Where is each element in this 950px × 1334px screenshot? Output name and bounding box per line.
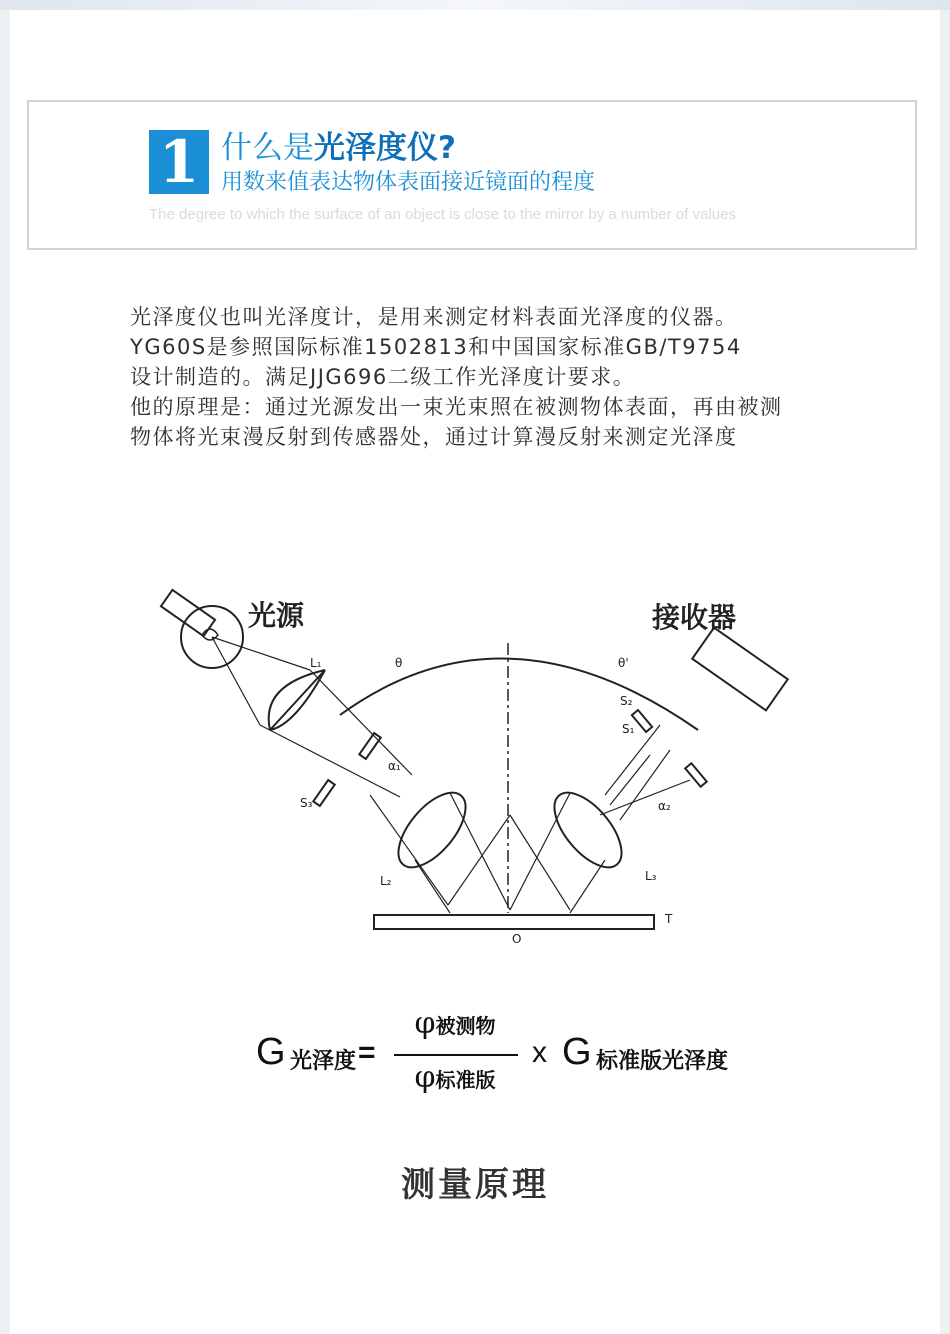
label-theta-prime: θ' [618, 656, 629, 670]
gloss-principle-diagram [150, 575, 800, 955]
denominator-text: 标准版 [435, 1070, 496, 1092]
english-caption: The degree to which the surface of an object is close to the mirror by a number of values [149, 206, 736, 223]
receiver-label: 接收器 [652, 601, 737, 634]
description-line: YG60S是参照国际标准1502813和中国国家标准GB/T9754 [130, 335, 742, 359]
source-label: 光源 [248, 599, 305, 632]
label-s3: S₃ [300, 796, 313, 810]
label-l3: L₃ [645, 869, 657, 883]
slit-s3 [313, 780, 334, 806]
numerator-text: 被测物 [435, 1016, 496, 1038]
label-l2: L₂ [380, 874, 392, 888]
description-line: 设计制造的。满足JJG696二级工作光泽度计要求。 [130, 365, 636, 389]
formula-denominator [396, 1060, 514, 1095]
label-origin: O [512, 932, 522, 946]
description-line: 他的原理是：通过光源发出一束光束照在被测物体表面，再由被测 [130, 395, 783, 419]
description-line: 物体将光束漫反射到传感器处，通过计算漫反射来测定光泽度 [130, 425, 738, 449]
label-alpha2: α₂ [658, 799, 671, 813]
phi-symbol: φ [414, 1060, 436, 1095]
heading-strong: 光泽度仪? [314, 130, 456, 166]
sample-plate [374, 915, 654, 929]
section-title-box [27, 100, 917, 250]
label-t: T [665, 912, 673, 926]
receiver-box [692, 628, 788, 711]
incident-beam [370, 795, 448, 905]
angle-arc [340, 659, 698, 730]
formula-times: x [532, 1036, 547, 1069]
label-s2: S₂ [620, 694, 633, 708]
section-heading [221, 128, 456, 168]
phi-symbol: φ [414, 1006, 436, 1041]
description-text [130, 302, 850, 452]
formula-g-rhs: G [562, 1031, 592, 1073]
label-theta: θ [395, 656, 403, 670]
top-strip [0, 0, 950, 10]
reflected-beam [510, 793, 570, 910]
incident-beam [415, 860, 450, 913]
slit-s1-right [632, 710, 652, 732]
formula-numerator [396, 1006, 514, 1041]
lens-l3 [542, 781, 634, 878]
reflected-beam [570, 860, 605, 913]
diagram-caption: 测量原理 [401, 1165, 549, 1205]
section-number-badge: 1 [149, 130, 209, 194]
formula-equals: = [358, 1036, 376, 1069]
slit-s1 [359, 733, 380, 759]
section-subheading: 用数来值表达物体表面接近镜面的程度 [221, 170, 596, 195]
content-card [10, 10, 940, 1334]
gloss-formula [248, 998, 748, 1098]
incident-beam [450, 793, 510, 910]
label-s1: S₁ [622, 722, 635, 736]
label-alpha1: α₁ [388, 759, 401, 773]
formula-lhs-sub: 光泽度 [290, 1048, 357, 1073]
fraction-bar [394, 1054, 518, 1056]
heading-prefix: 什么是 [221, 130, 314, 166]
description-line: 光泽度仪也叫光泽度计，是用来测定材料表面光泽度的仪器。 [130, 305, 738, 329]
slit-s2-right [685, 763, 707, 787]
formula-g: G [256, 1031, 286, 1073]
lens-l2 [386, 781, 478, 878]
formula-rhs-sub: 标准版光泽度 [596, 1048, 729, 1073]
lens-l1 [269, 670, 325, 730]
label-l1: L₁ [310, 656, 322, 670]
